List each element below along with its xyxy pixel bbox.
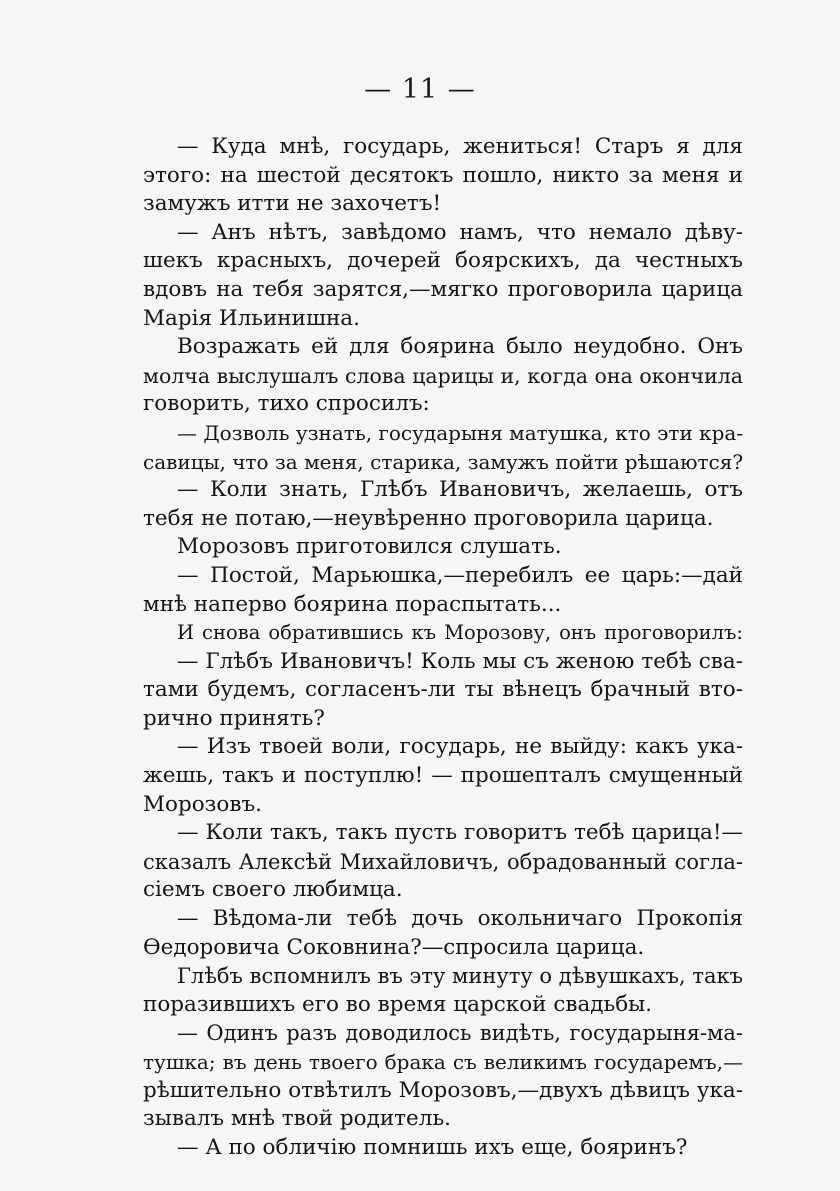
text-line: — Глѣбъ Ивановичъ! Коль мы съ женою тебѣ сва- [177, 648, 743, 674]
text-line: — Анъ нѣтъ, завѣдомо намъ, что немало дѣву- [177, 219, 743, 245]
text-line: тебя не потаю,—неувѣренно проговорила царица. [143, 505, 714, 531]
text-line: — А по обличію помнишь ихъ еще, бояринъ? [177, 1134, 688, 1160]
page-number: — 11 — [364, 74, 476, 105]
text-line: Морозовъ приготовился слушать. [177, 534, 562, 560]
text-line: мнѣ наперво боярина пораспытать... [143, 591, 562, 617]
text-line: — Одинъ разъ доводилось видѣть, государыня-ма- [177, 1021, 743, 1046]
text-line: — Вѣдома-ли тебѣ дочь окольничаго Прокопія [177, 906, 743, 932]
text-line: сказалъ Алексѣй Михайловичъ, обрадованный согла- [143, 849, 743, 874]
text-line: — Куда мнѣ, государь, жениться! Старъ я для [177, 134, 743, 159]
text-line: рично принять? [143, 705, 325, 731]
text-line: Марія Ильинишна. [143, 305, 360, 331]
text-line: тами будемъ, согласенъ-ли ты вѣнецъ брачный вто- [143, 677, 743, 703]
text-line: сіемъ своего любимца. [143, 877, 403, 903]
text-line: молча выслушалъ слова царицы и, когда она окончила [143, 363, 743, 388]
text-line: — Коли знать, Глѣбъ Ивановичъ, желаешь, отъ [177, 477, 743, 503]
text-line: замужъ итти не захочетъ! [143, 191, 442, 217]
text-line: тушка; въ день твоего брака съ великимъ государемъ,— [143, 1050, 743, 1074]
text-line: — Коли такъ, такъ пусть говоритъ тебѣ царица!— [177, 820, 743, 846]
text-line: — Постой, Марьюшка,—перебилъ ее царь:—дай [177, 562, 743, 588]
text-line: — Дозволь узнать, государыня матушка, кто эти кра- [177, 420, 744, 445]
text-line: савицы, что за меня, старика, замужъ пойти рѣшаются? [143, 449, 744, 474]
text-line: Возражать ей для боярина было неудобно. Онъ [177, 334, 743, 360]
text-line: жешь, такъ и поступлю! — прошепталъ смущенный [143, 763, 743, 789]
text-line: вдовъ на тебя зарятся,—мягко проговорила царица [143, 276, 743, 302]
text-line: рѣшительно отвѣтилъ Морозовъ,—двухъ дѣвицъ ука- [143, 1077, 743, 1103]
text-line: шекъ красныхъ, дочерей боярскихъ, да честныхъ [143, 248, 743, 274]
text-line: Морозовъ. [143, 791, 262, 817]
text-line: Глѣбъ вспомнилъ въ эту минуту о дѣвушкахъ, такъ [177, 964, 743, 989]
page-text [143, 133, 743, 1162]
text-line: Ѳедоровича Соковнина?—спросила царица. [143, 934, 645, 960]
text-line: говорить, тихо спросилъ: [143, 391, 430, 417]
text-line: И снова обратившись къ Морозову, онъ проговорилъ: [177, 621, 743, 645]
text-line: этого: на шестой десятокъ пошло, никто за меня и [143, 162, 743, 188]
text-line: поразившихъ его во время царской свадьбы. [143, 991, 653, 1017]
text-line: зывалъ мнѣ твой родитель. [143, 1106, 451, 1132]
text-line: — Изъ твоей воли, государь, не выйду: какъ ука- [177, 734, 743, 760]
